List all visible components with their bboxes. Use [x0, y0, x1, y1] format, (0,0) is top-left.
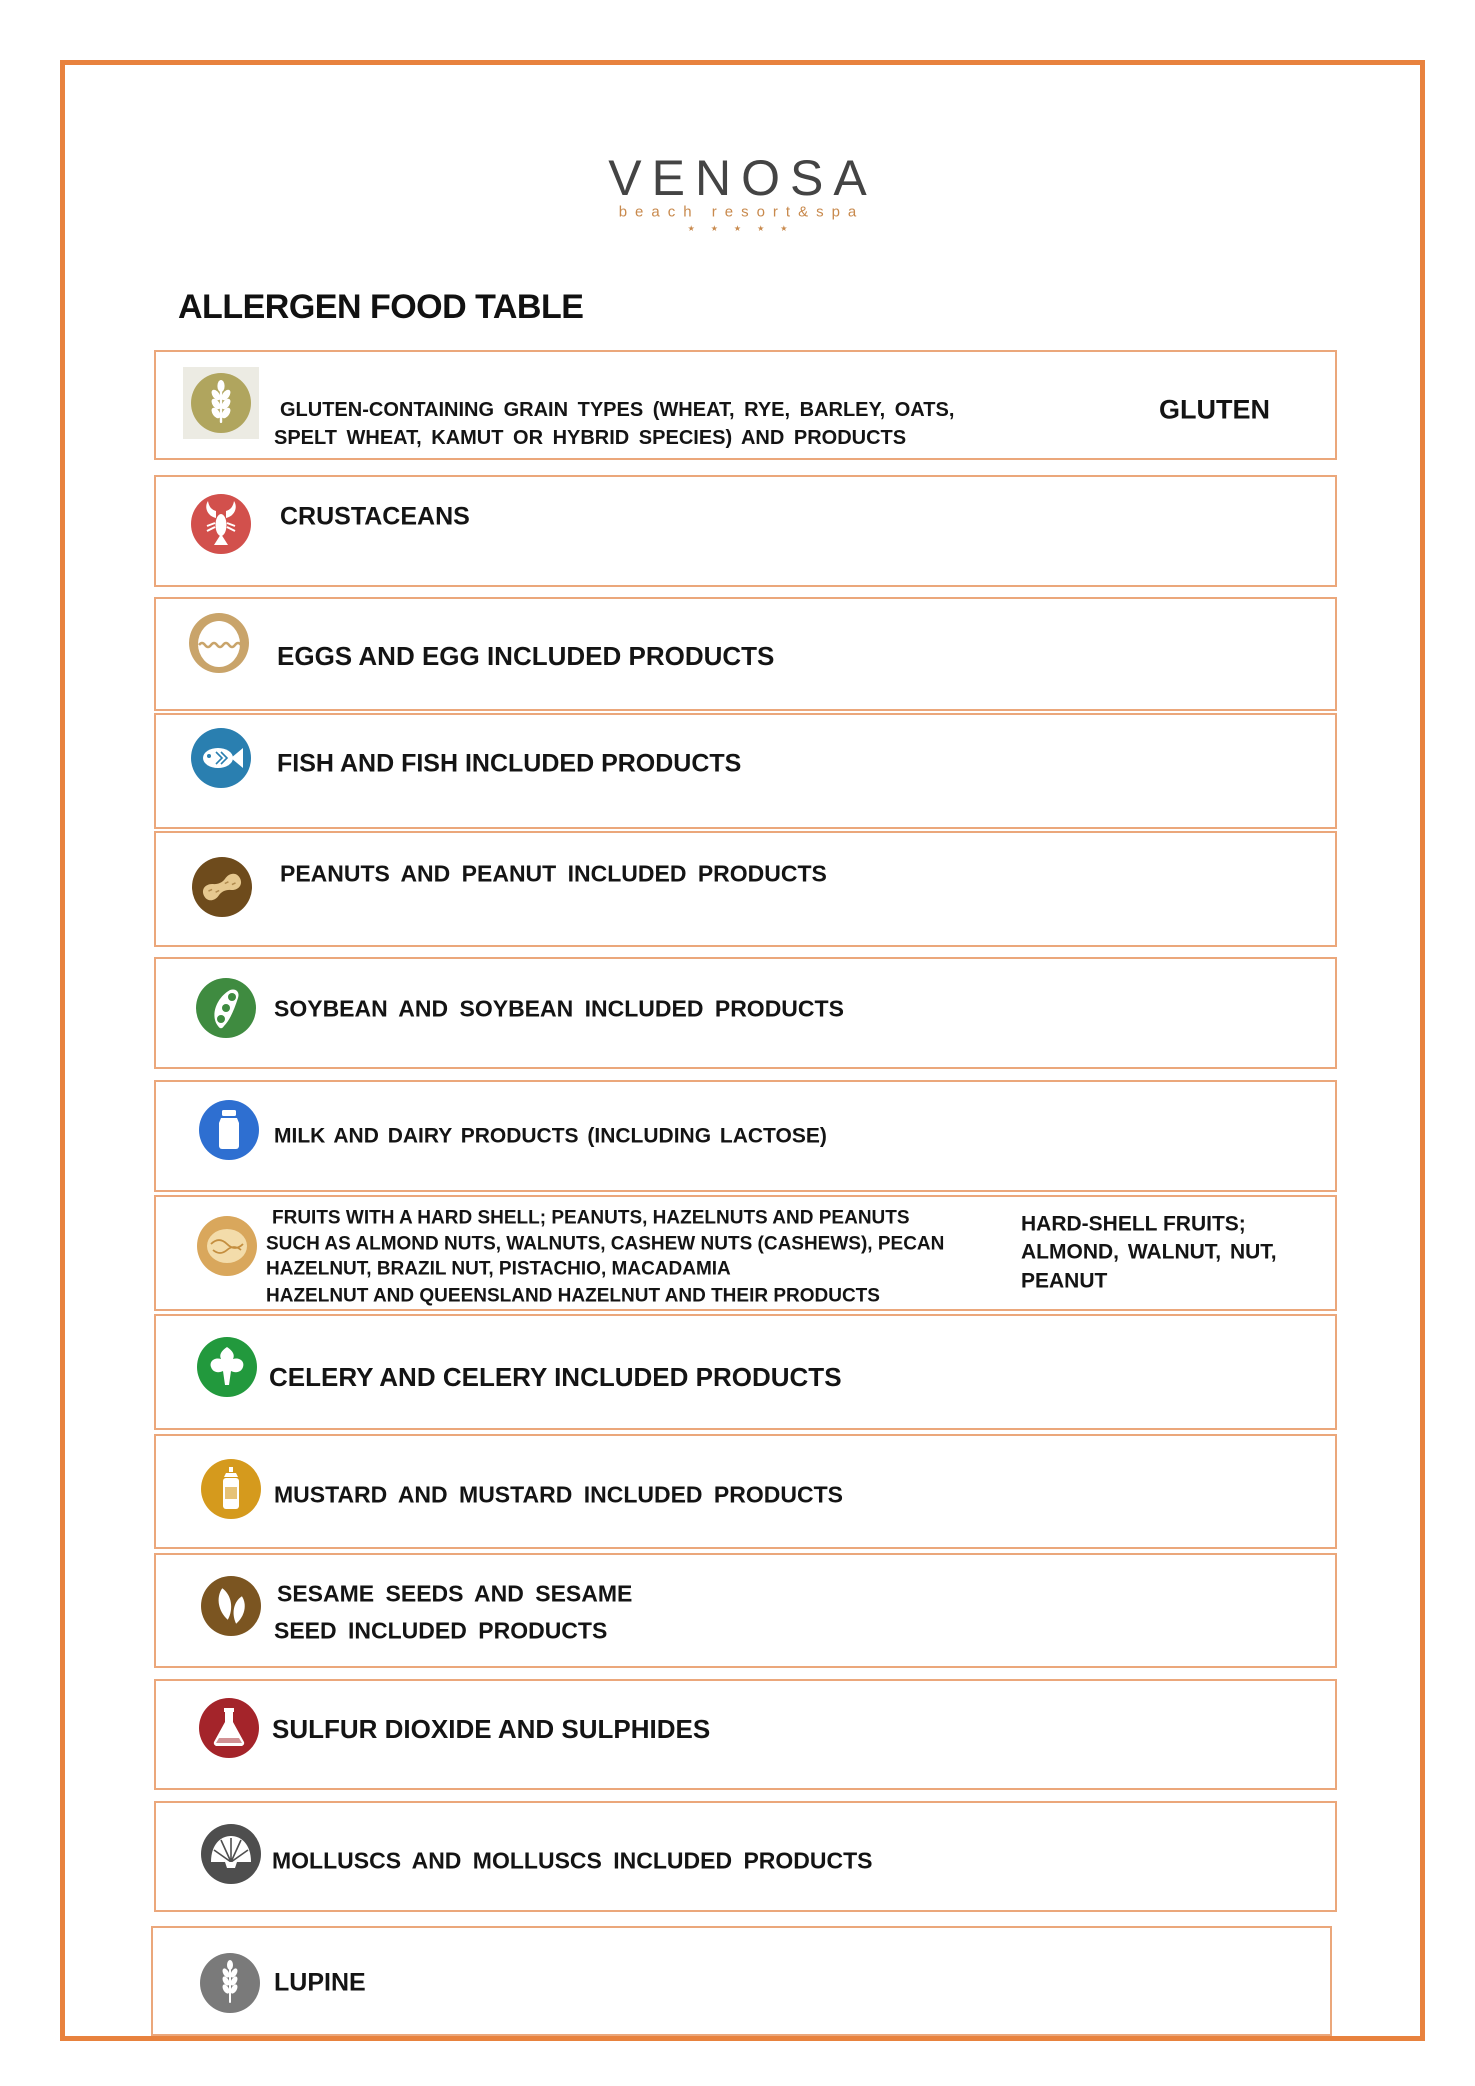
- allergen-label: EGGS AND EGG INCLUDED PRODUCTS: [277, 641, 775, 671]
- allergen-label: LUPINE: [274, 1968, 366, 1997]
- allergen-description-line: GLUTEN-CONTAINING GRAIN TYPES (WHEAT, RYE, BARLEY, OATS,: [280, 399, 955, 421]
- allergen-row-gluten: [154, 350, 1337, 460]
- allergen-label: SOYBEAN AND SOYBEAN INCLUDED PRODUCTS: [274, 995, 844, 1022]
- icon-glyph: [207, 1229, 247, 1263]
- sesame-seeds-icon: [199, 1574, 263, 1638]
- allergen-description-line: SUCH AS ALMOND NUTS, WALNUTS, CASHEW NUTS (CASHEWS), PECAN: [266, 1233, 945, 1255]
- shell-icon: [199, 1822, 263, 1886]
- allergen-tag: GLUTEN: [1159, 394, 1270, 425]
- allergen-description-line: SESAME SEEDS AND SESAME: [277, 1580, 633, 1607]
- allergen-row-sulfur: [154, 1679, 1337, 1790]
- allergen-row-crustaceans: [154, 475, 1337, 587]
- allergen-label: FISH AND FISH INCLUDED PRODUCTS: [277, 749, 742, 778]
- allergen-label: MUSTARD AND MUSTARD INCLUDED PRODUCTS: [274, 1481, 843, 1508]
- wheat-icon: [189, 371, 253, 435]
- allergen-row-eggs: [154, 597, 1337, 711]
- allergen-label: MOLLUSCS AND MOLLUSCS INCLUDED PRODUCTS: [272, 1847, 873, 1874]
- allergen-row-celery: [154, 1314, 1337, 1430]
- mustard-bottle-icon: [199, 1457, 263, 1521]
- allergen-label: CELERY AND CELERY INCLUDED PRODUCTS: [269, 1362, 842, 1392]
- allergen-description-line: SPELT WHEAT, KAMUT OR HYBRID SPECIES) AND PRODUCTS: [274, 427, 907, 449]
- logo-brand: VENOSA: [608, 150, 877, 206]
- soybean-icon: [194, 976, 258, 1040]
- allergen-tag: PEANUT: [1021, 1269, 1108, 1293]
- allergen-label: MILK AND DAIRY PRODUCTS (INCLUDING LACTOSE): [274, 1124, 827, 1148]
- allergen-row-soybean: [154, 957, 1337, 1069]
- milk-bottle-icon: [197, 1098, 261, 1162]
- allergen-label: PEANUTS AND PEANUT INCLUDED PRODUCTS: [280, 860, 827, 887]
- lupine-icon: [198, 1951, 262, 2015]
- fish-icon: [189, 726, 253, 790]
- egg-icon: [187, 611, 251, 675]
- allergen-description-line: SEED INCLUDED PRODUCTS: [274, 1617, 608, 1644]
- allergen-row-sesame: [154, 1553, 1337, 1668]
- allergen-row-mustard: [154, 1434, 1337, 1549]
- allergen-row-fish: [154, 713, 1337, 829]
- allergen-row-lupine: [151, 1926, 1332, 2036]
- allergen-row-nuts: [154, 1195, 1337, 1311]
- allergen-label: SULFUR DIOXIDE AND SULPHIDES: [272, 1714, 711, 1744]
- nut-icon: [195, 1214, 259, 1278]
- allergen-tag: HARD-SHELL FRUITS;: [1021, 1212, 1246, 1236]
- logo-tagline: beach resort&spa: [618, 203, 865, 221]
- logo-stars: ★★★★★: [687, 224, 804, 233]
- allergen-description-line: HAZELNUT AND QUEENSLAND HAZELNUT AND THEIR PRODUCTS: [266, 1285, 880, 1307]
- allergen-row-molluscs: [154, 1801, 1337, 1912]
- flask-icon: [197, 1696, 261, 1760]
- allergen-description-line: HAZELNUT, BRAZIL NUT, PISTACHIO, MACADAMIA: [266, 1258, 731, 1280]
- allergen-row-peanuts: [154, 831, 1337, 947]
- allergen-label: CRUSTACEANS: [280, 502, 470, 531]
- page-title: ALLERGEN FOOD TABLE: [178, 288, 584, 326]
- allergen-description-line: FRUITS WITH A HARD SHELL; PEANUTS, HAZELNUTS AND PEANUTS: [272, 1207, 910, 1229]
- allergen-row-milk: [154, 1080, 1337, 1192]
- celery-leaf-icon: [195, 1335, 259, 1399]
- lobster-icon: [189, 492, 253, 556]
- peanut-icon: [190, 855, 254, 919]
- allergen-tag: ALMOND, WALNUT, NUT,: [1021, 1240, 1277, 1264]
